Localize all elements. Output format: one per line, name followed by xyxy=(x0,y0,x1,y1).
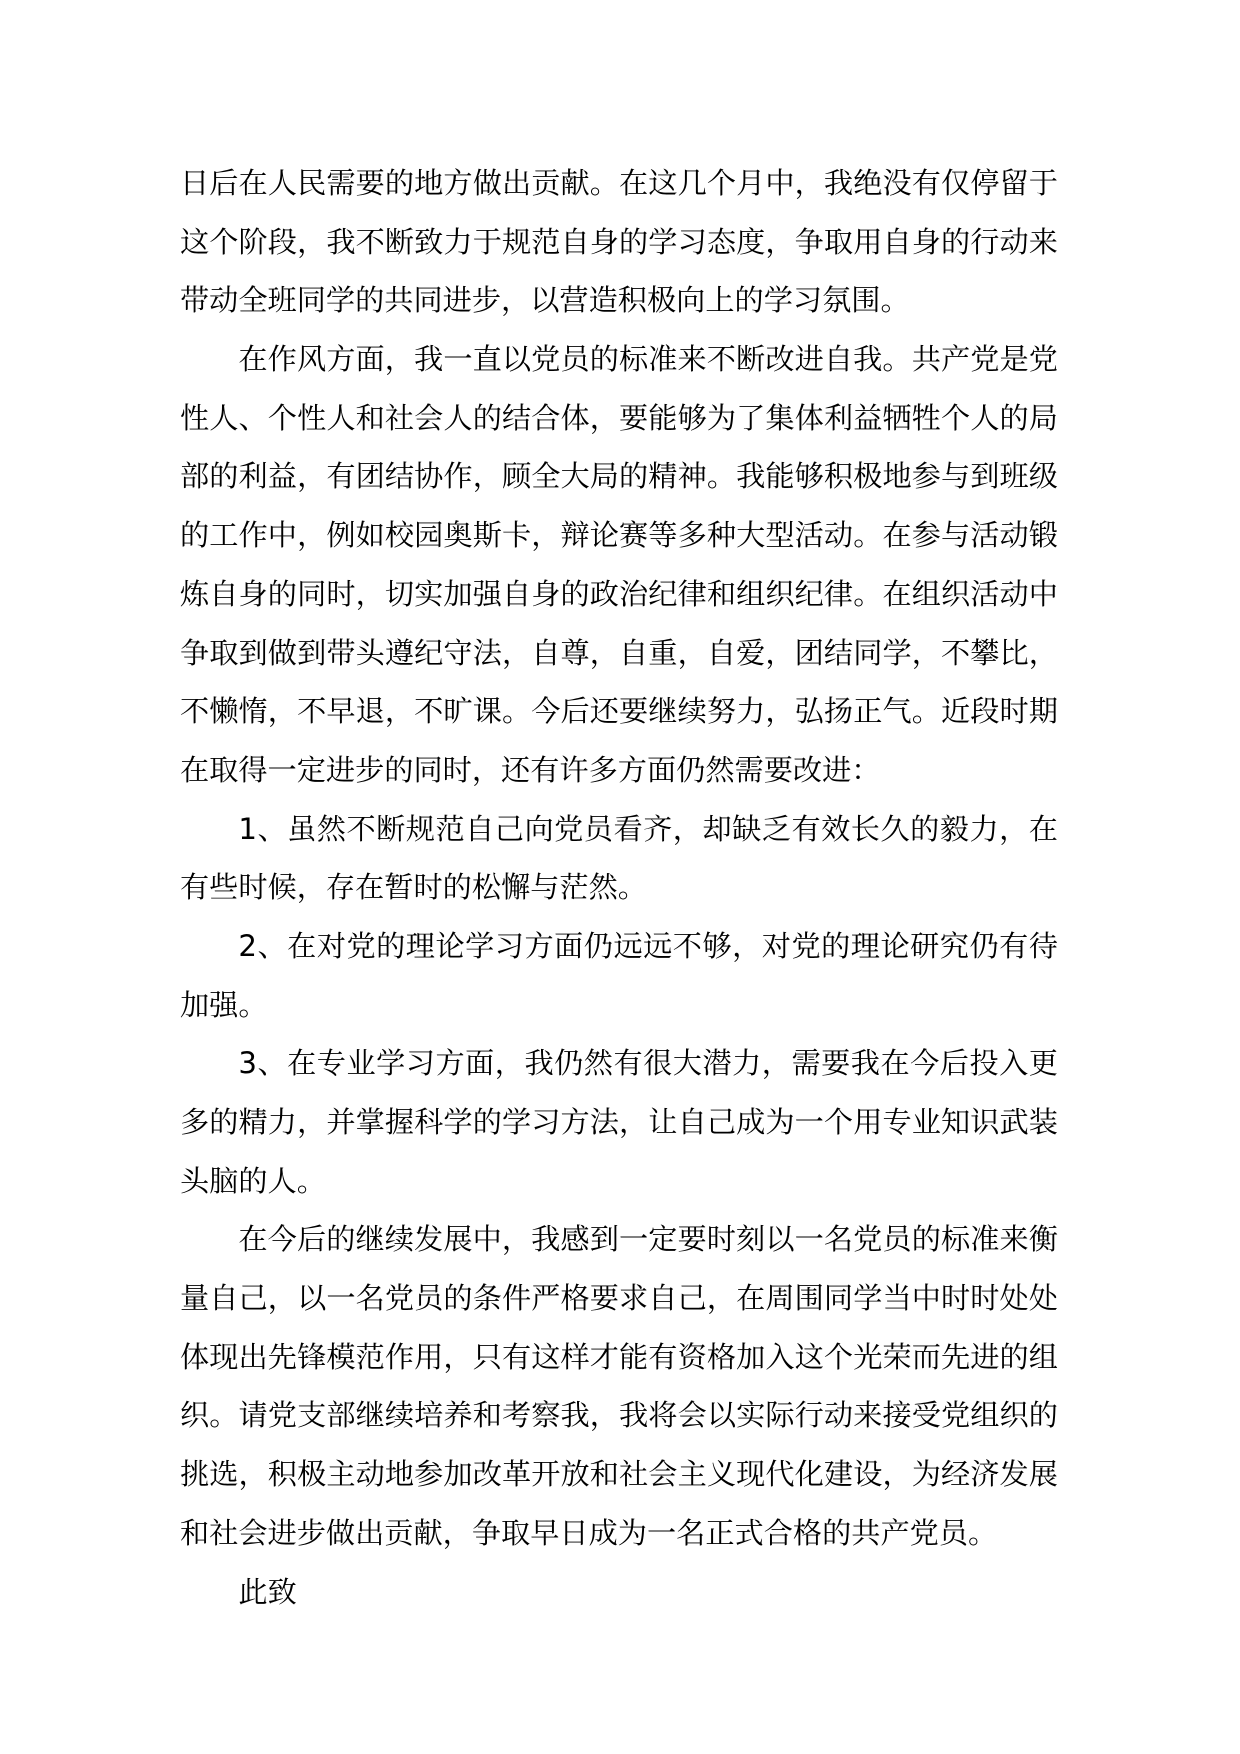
text-line: 有些时候，存在暂时的松懈与茫然。 xyxy=(180,870,647,905)
text-line: 头脑的人。 xyxy=(180,1163,326,1198)
paragraph xyxy=(180,154,1058,330)
text-line: 的工作中，例如校园奥斯卡，辩论赛等多种大型活动。在参与活动锻 xyxy=(180,518,1058,553)
list-item xyxy=(180,917,1058,1034)
text-line: 量自己，以一名党员的条件严格要求自己，在周围同学当中时时处处 xyxy=(180,1281,1058,1316)
closing-salutation xyxy=(180,1563,1058,1622)
text-line: 炼自身的同时，切实加强自身的政治纪律和组织纪律。在组织活动中 xyxy=(180,576,1058,611)
text-line: 3、在专业学习方面，我仍然有很大潜力，需要我在今后投入更 xyxy=(238,1046,1058,1081)
text-line: 在作风方面，我一直以党员的标准来不断改进自我。共产党是党 xyxy=(238,342,1058,377)
text-line: 在取得一定进步的同时，还有许多方面仍然需要改进： xyxy=(180,752,881,787)
document-body xyxy=(180,154,1058,1621)
paragraph xyxy=(180,330,1058,800)
text-line: 体现出先锋模范作用，只有这样才能有资格加入这个光荣而先进的组 xyxy=(180,1339,1058,1374)
text-line: 不懒惰，不早退，不旷课。今后还要继续努力，弘扬正气。近段时期 xyxy=(180,694,1058,729)
text-line: 和社会进步做出贡献，争取早日成为一名正式合格的共产党员。 xyxy=(180,1515,998,1550)
text-line: 日后在人民需要的地方做出贡献。在这几个月中，我绝没有仅停留于 xyxy=(180,166,1058,200)
text-line: 2、在对党的理论学习方面仍远远不够，对党的理论研究仍有待 xyxy=(238,928,1058,963)
list-item xyxy=(180,1034,1058,1210)
text-line: 性人、个性人和社会人的结合体，要能够为了集体利益牺牲个人的局 xyxy=(180,400,1058,435)
paragraph xyxy=(180,1210,1058,1562)
text-line: 织。请党支部继续培养和考察我，我将会以实际行动来接受党组织的 xyxy=(180,1398,1058,1433)
text-line: 1、虽然不断规范自己向党员看齐，却缺乏有效长久的毅力，在 xyxy=(238,811,1058,846)
list-item xyxy=(180,800,1058,917)
text-line: 在今后的继续发展中，我感到一定要时刻以一名党员的标准来衡 xyxy=(238,1222,1058,1257)
text-line: 带动全班同学的共同进步，以营造积极向上的学习氛围。 xyxy=(180,283,910,318)
text-line: 部的利益，有团结协作，顾全大局的精神。我能够积极地参与到班级 xyxy=(180,459,1058,494)
text-line: 这个阶段，我不断致力于规范自身的学习态度，争取用自身的行动来 xyxy=(180,224,1058,259)
text-line: 多的精力，并掌握科学的学习方法，让自己成为一个用专业知识武装 xyxy=(180,1105,1058,1139)
text-line: 争取到做到带头遵纪守法，自尊，自重，自爱，团结同学，不攀比， xyxy=(180,635,1058,670)
text-line: 加强。 xyxy=(180,987,268,1022)
text-line: 此致 xyxy=(238,1574,297,1609)
text-line: 挑选，积极主动地参加改革开放和社会主义现代化建设，为经济发展 xyxy=(180,1457,1058,1492)
